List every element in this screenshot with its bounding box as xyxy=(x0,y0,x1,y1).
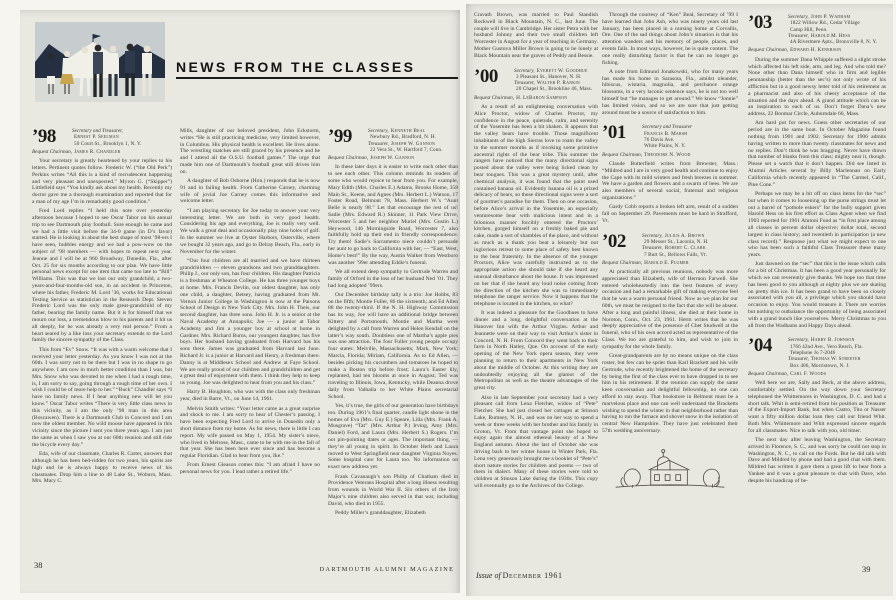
issue-footer xyxy=(476,571,563,580)
paragraph: Well here we are, Sally and Beck, at the above address, comfortably settled. On the way down your Secretary telephoned the Whittemores in Washington, D. C. and had a short talk. Whit is semi-retired from his position as Treasurer of the Export-Import Bank, but when Castro, Tito or Nasser want a fifty million dollar loan they call our friend Whit. Both Mrs. Whittemore and Whit expressed sincere regards for all classmates. Nice to talk with you, old timer. xyxy=(748,380,886,434)
paragraph: Gardy Cobb reports a broken left arm, result of a sudden fall on September 29. Pavements must be hard in Strafford, Vt. xyxy=(602,204,738,224)
section-title: NEWS FROM THE CLASSES xyxy=(176,59,416,75)
right-page xyxy=(466,4,893,596)
column-6 xyxy=(748,14,886,566)
officer-line: Secretary, Everett W. Goodhue xyxy=(514,67,588,74)
officer-line: Treasurer, Thomas W. Streeter xyxy=(788,356,861,363)
class-year-02: ’02 xyxy=(602,230,626,252)
class-03-header xyxy=(748,14,886,54)
paragraph: In these later days it is easier to write each other than to see each other. This column reminds its readers of some who would rejoice to hear from you. For example, Mary Edith (Mrs. Charles E.) Adams, Brooks Home, 358 Main St., Keene, and Agnes (Mrs. Herbert L.) Watson, 17 Foster Road, Belmont 78, Mass. Herbert W.’s “Aunt Belle is nearly 98.” Let that encourage the rest of us! Sadie (Mrs. Edward R.) Skinner, 11 Park View Drive, Worcester 5 and her neighbor Muriel (Mrs. Gustin L.) Heywood, 146 Morningside Road, Worcester 7, also faithfully hold up their end in friendly correspondence. Try them! Sadie’s Sacramento niece couldn’t persuade her aunt to go back to California with her, — “East, West, Home’s best!” By the way, Austin Walker from Westboro was another ’99er attending Eddie’s funeral. xyxy=(328,164,458,266)
officer-line: Newbury Rd., Bradford, N. H. xyxy=(370,134,437,141)
paragraph: “Our four children are all married and we have thirteen grandchildren — eleven grandsons and two granddaughters. Philip J., our only son, has four children. His daughter Patricia is a freshman at Wheaton College. He has three younger boys at home. Mrs. Francis Devlin, our oldest daughter, has only one child, a daughter, Betsey, having graduated from Mt. Vernon Junior College in Washington is now at the Parsons School of Design in New York City. Mrs. John H. Theis, our second daughter, has three sons. John H. Jr. is a senior at the Naval Academy at Annapolis; Joe — a junior at Tabor Academy and Jim a younger boy at school at home in Gardner. Mrs. Richard Burns, our youngest daughter, has five boys. Her husband having graduated from Harvard has his sons there. James was graduated from Harvard last June. Richard Jr. is a junior at Harvard and Henry, a freshman there. Danny is at Middlesex School and Andrew at Faye School. We are really proud of our children and grandchildren and get a great deal of enjoyment with them. I think they help to keep us young. Joe was delighted to hear from you and his class.” xyxy=(180,257,320,387)
officer-line: 3 Pleasant St., Hanover, N. H. xyxy=(516,73,582,80)
column-1 xyxy=(32,128,172,556)
officer-line: 29 Messer St., Laconia, N. H. xyxy=(644,238,709,245)
officer-line: Secretary and Treasurer xyxy=(642,124,693,131)
bequest-chairman-line: Bequest Chairman, Carl F. Woods xyxy=(748,370,827,377)
paragraph: This from “Ev” Snow. “It was with a warm welcome that I received your letter yesterday. As you know I was not at the 60th. I was sorry not to be there but I was in no shape to go anywhere. I am now in much better condition than I was, but Mrs. Snow who was devoted to me when I had a rough time, is, I am sorry to say, going through a rough time of her own. I wish I could be of more help to her.” “Buck” Chandler says “I have no family news. If I hear anything new will let you know.” Oscar Tabor writes “There is very little class news in this vicinity, as I am the only ’98 man in this area (Boscawen). There is a Dartmouth Club in Concord and I am now the oldest member. No wild moose have appeared in this vicinity since the picture I sent you three years ago. I am just the same as when I saw you at our 60th reunion and still ride the bicycle every day.” xyxy=(32,346,172,448)
officer-line: Secretary, Harry B. Johnson xyxy=(788,337,855,344)
page-number-right: 39 xyxy=(862,564,871,574)
paragraph: At practically all previous reunions, nobody was more appreciated than Elizabeth, wife of Hermon Farwell. She entered wholeheartedly into the best features of every occasion and had a remarkable gift of making everyone feel that he was a warm personal friend. Now as we plan for our 60th, we must be resigned to the fact that she will be absent. After a long and painful illness, she died at their home in Noroton, Conn., Oct. 23, 1961. Herm writes that he was deeply appreciative of the presence of Chet Studwell at the funeral, who of his own accord acted as representative of the Class. We too are grateful to him, and wish to join in sympathy for the whole family. xyxy=(602,269,738,350)
class-year-01: ’01 xyxy=(602,122,626,144)
officer-line: 76 Davis Ave. xyxy=(644,137,675,144)
officer-line: 1766 42nd Ave., Vero Beach, Fla. xyxy=(790,343,863,350)
column-4 xyxy=(474,12,598,564)
class-03-officers xyxy=(788,14,886,45)
bequest-chairman-line: Bequest Chairman, H. LeBaron Sampson xyxy=(474,94,568,101)
house-sketch-illustration xyxy=(611,439,729,493)
paragraph: Also in late September your secretary had a very pleasant call from Lena Fletcher, widow of “Pete” Fletcher. She had just closed her cottages at Stinson Lake, Rumney, N. H., and was on her way to spend a week or three weeks with her brother and his family in Groton, Vt. From that vantage point she hoped to enjoy again the almost ethereal beauty of a New England autumn. About the last of October she was driving back to her winter house in Winter Park, Fla. Lena very generously brought me a booklet of “Pete’s” short nature stories for children and poems — two of them in dialect. Many of these stories were told to children at Stinson Lake during the 1930s. This copy will eventually go to the Archives of the College. xyxy=(474,394,598,489)
officer-line: Telephone Jo 7-2046 xyxy=(790,349,836,356)
paragraph: Your secretary is greatly heartened by your replies to his letters. Pertinent quotes follow. Frederic W. (“the Old Perk”) Perkins writes “All this is a kind of recrudescent happening and very pleasant and unexpected.” Myron G. (“Skipper”) Littlefield says “You kindly ask about my health. Recently my doctor gave me a thorough examination and reported that for a man of my age I’m in remarkably good condition.” xyxy=(32,158,172,205)
class-02-header xyxy=(602,230,738,266)
paragraph: Perhaps we may be a bit off on class items for the “sec” but when it comes to loosening up the purse strings must let out a barrel of “pothole eskers” for the bully support given Harold Hess on his first effort as Class Agent when we find 1903 reported for 1961 Alumni Fund as “in first place among all classes in percent dollar objective; dollar total, second largest in class history; and twentieth in participation (a new class record).” Response just what we might expect to one who has been such a faithful Class Treasurer these many years. xyxy=(748,190,886,259)
class-year-04: ’04 xyxy=(748,335,772,357)
officer-line: Secretary, Julius A. Brown xyxy=(642,232,705,239)
paragraph: Our December birthday tally is a trio: Joe Hobbs, 83 on the fifth; Montie Fuller, 86 the sixteenth; and Ed Allen 88 the twenty-third. If the N. H. Highway Commission has its way, Joe will have an additional bridge between Kittery and Portsmouth. Montie and Martha were delighted by a call from Warren and Helen Kendall on the latter’s way south. Doubtless one of Martha’s apple pies was one attraction. The four Fuller young people occupy four states: Melville, Massachusetts; Mark, New York; Marcia, Florida; Miriam, California. As to Ed Allen, — besides picking his cucumbers and tomatoes he hoped to make a Boston trip before frost; Laura’s Easter lily, replanted, had ten blooms at once in August; Ted was traveling to Illinois, Iowa, Kentucky, while Deanna drove daily from Valhalla to her White Plains secretarial School. xyxy=(328,291,458,400)
column-2 xyxy=(180,128,320,556)
officer-line: 50 Court St., Brooklyn 1, N. Y. xyxy=(74,140,142,147)
class-02-officers xyxy=(642,233,738,258)
officer-line: 4A Rivermere Apts., Bronxville 8, N. Y. xyxy=(790,39,878,46)
paragraph: Frank Cavanaugh’s son Philip of Chatham died in Providence Veterans Hospital after a long illness resulting from wounds in World War II. Six others of the Iron Major’s nine children also served in that war, including David, who died in 1955. xyxy=(328,473,458,507)
paragraph: During the summer Dana Whipple suffered a slight stroke which affected his left side, arm, and leg. And who told me? None other than Dana himself who in firm and legible penmanship (better than the sec’s) not only wrote of his affliction but in a good newsy letter told of his retirement as a pharmacist and also of his cheery acceptance of the situation and the days ahead. A grand attitude which can be an inspiration to each of us. Don’t forget Dana’s new address, 22 Bonmar Circle, Auburndale 66, Mass. xyxy=(748,56,886,118)
column-5 xyxy=(602,12,738,568)
paragraph: The next day after leaving Washington, the Secretary arrived in Florence, S. C., and was sorry he could not stop in Washington, N. C., to call on the Fords. But he did talk with Dave and Mildred by phone and had a good chat with them. Mildred has written it gave them a great lift to hear from a Yankee and it was a great pleasure to chat with Dave, who despite his handicap of be- xyxy=(748,437,886,484)
paragraph: From Ernest Gleason comes this: “I am afraid I have no personal news for you. I lead rather a retired life.” xyxy=(180,462,320,476)
officer-line: Francis B. Marsh xyxy=(644,130,688,137)
officer-line: White Plains, N. Y. xyxy=(644,143,686,150)
class-year-00: ’00 xyxy=(474,65,498,87)
paragraph: Cravath Brown, was married to Paul Standish Rockwell in Black Mountain, N. C., last June. The couple will live in Cambridge. Her sister Petra with her husband Johnny and their two small children left Worcester in August for a year of teaching in Germany. Mother Gustova Miller Brown is going to be lonely at Black Mountain near the graves of Peddy and Bessie. xyxy=(474,12,598,59)
paragraph: Peddy Miller’s granddaughter, Elizabeth xyxy=(335,510,426,517)
paragraph: Just dawned on the “sec” that this is the issue which calls for a bit of Christmas. It has been a good year personally for which we can reverently give thanks. We hope too that time has been good to you although at eighty plus we are skating on pretty thin ice. It has been grand to have been so closely associated with you all, a privilege which you should have occasion to enjoy. You would treasure it. There are worries but nothing to outbalance the opportunity of being associated with a grand bunch like yourselves. Merry Christmas to you all from the Wadhams and Happy Days ahead. xyxy=(748,261,886,329)
class-98-officers xyxy=(72,128,172,147)
officer-line: Treasurer, Joseph W. Gannon xyxy=(368,140,436,147)
title-rule xyxy=(176,77,458,79)
officer-line: Secretary, Kenneth Beal xyxy=(368,128,426,134)
paragraph: Great-grandparents are by no means unique on the class roster, but few can be sprier than Karl Brackett and his wife Gertrude, who recently brightened the home of the secretary by being the first of the class ever to have dropped in to see him in his retirement. If the reunion can supply the same keen conversation and delightful fellowship, no one can afford to stay away. That bookstore in Belmont must be a marvelous place and one can well understand the Bracketts wishing to spend the winter in that neighborhood rather than having to run the furnace and shovel snow in the isolation of central New Hampshire. They have just celebrated their 57th wedding anniversary. xyxy=(602,353,738,434)
column-3 xyxy=(328,128,458,556)
class-04-officers xyxy=(788,337,886,368)
officer-line: Secretary, John P. Wadham xyxy=(788,14,851,20)
paragraph: Fred Lord replies “I held this note over yesterday afternoon because I hoped to see Oscar Tabor on his annual trip to see Dartmouth play football. Sure enough he came and we had a little visit before the 34-0 game (in D’s favor) started. He is looking in about the best shape of most ’98-ers I have seen, bubbles energy and we had a pow-wow on the subject of ’98 members — with hopes to repeat next year. Jeanne and I will be at 960 Broadway, Dunedin, Fla., after Oct. 25 for six months according to our plan. We have little personal news except for one item that came too late to “Bill” Williams. This was that we lost our only grandchild, a two-years-and-four-months-old son, in an accident in Princeton, where his father, Frederic M. Lord ’36, works for Educational Testing Service as statistician in the Research Dept. Steven Frederic Lord was the only male great-grandchild of my father, bearing the family name. But it is for himself that we mourn our loss, a tremendous blow to his parents and it hit us all deeply, for he was already a very real person.” From a heart seared by a like loss your secretary extends to the Lord family the sincere sympathy of the Class. xyxy=(32,208,172,344)
paragraph: Through the courtesy of “Ken” Beal, Secretary of ’99 I have learned that John Ash, who was ninety years old last January, has been placed in a nursing home at Corvallis, Ore. One of the sad things about John’s situation is that his attention wanders and his memory of people, places, and events fails. In most ways, however, he is quite content. The one really disturbing factor is that he can no longer go fishing. xyxy=(602,12,738,66)
paragraph: It was indeed a pleasure for the Goodhues to have dinner and a long, delightful conversation at the Hanover Inn with the Arthur Virgins. Arthur and Jeannette were on their way to visit Arthur’s sister in Concord, N. H. From Concord they went back to their farm in North Hatley, Que. On account of the early opening of the New York opera season, they were planning to return to their apartments in New York about the middle of October. At this writing they are undoubtedly enjoying all the glamor of the Metropolitan as well as the theatre advantages of the great city. xyxy=(474,310,598,392)
paragraph: Harry B. Houghton, who was with the class only freshman year, died in Barre, Vt., on June 14, 1961. xyxy=(180,389,320,403)
bequest-chairman-line: Bequest Chairman, Harold E. Plumer xyxy=(602,259,689,266)
paragraph: A note from Edmund Jonakowski, who for many years has made his home in Sarasota, Fla., amidst oleander, hibiscus, wistaria, magnolia, and perchance orange blossoms, in a very laconic sentence says, he is not too well himself but “he manages to get around.” We know “Jonnie” has limited vision, and so we are sure that just getting around must be a source of satisfaction to him. xyxy=(602,68,738,116)
class-01-header xyxy=(602,124,738,157)
officer-line: Secretary and Treasurer, xyxy=(72,128,123,134)
bequest-chairman-line: Bequest Chairman, Edward H. Kenerson xyxy=(748,47,842,54)
magazine-name-footer: DARTMOUTH ALUMNI MAGAZINE xyxy=(319,566,455,573)
officer-line: Treasurer, Harold M. Hess xyxy=(788,32,851,39)
paragraph: A daughter of Bob Osborne (Hon.) responds that he is now 91 and in failing health. From Catherine Carney, charming wife of jovial Joe Carney comes this informative and welcome letter. xyxy=(180,178,320,205)
page-number-left: 38 xyxy=(34,560,43,570)
class-01-officers xyxy=(642,124,738,149)
class-year-98: ’98 xyxy=(32,128,56,147)
officer-line: 7 Burt St., Bellows Falls, Vt. xyxy=(644,251,708,258)
officer-line: Treasurer, Robert C. Clark xyxy=(642,245,706,252)
officer-line: Ernest P. Seelman xyxy=(74,134,119,141)
class-99-header xyxy=(328,128,458,161)
paragraph: Melvin Smith writes: “Your letter came as a great surprise and shock to me. I am sorry to hear of Chester’s passing. I have been expecting Fred Lord to arrive in Dunedin only a short distance from my home. As for news, there is little I can report. My wife passed on May 1, 1954. My sister’s niece, who lived in Melrose, Mass., came to be with me in the fall of that year. She has been here ever since and has become a regular Floridian. Glad to hear from you, Ike.” xyxy=(180,405,320,460)
reunion-illustration xyxy=(35,22,165,102)
bequest-chairman-line: Bequest Chairman, Theodore N. Wood xyxy=(602,151,691,158)
class-99-officers xyxy=(368,128,458,153)
class-year-99: ’99 xyxy=(328,128,352,147)
officer-line: Treasurer, Walter P. Rankin xyxy=(514,80,580,87)
officer-line: 22 Vera St., W. Hartford 7, Conn. xyxy=(370,146,443,153)
paragraph: We all extend deep sympathy to Gertrude Warren and family of Orford in the loss of her husband Ned ’01. They had long adopted ’99ers. xyxy=(328,268,458,289)
class-year-03: ’03 xyxy=(748,14,772,33)
class-00-officers xyxy=(514,68,598,93)
officer-line: 1822 Willow Rd., Cedar Village xyxy=(790,20,860,27)
class-98-header xyxy=(32,128,172,155)
bequest-chairman-line: Bequest Chairman, James R. Chandler xyxy=(32,148,121,155)
paragraph: Am hard put for news. Guess other secretaries of our period are in the same boat. In October Magazine found nothing from 1901 and 1902. Secretary for 1906 admits having written to more than twenty classmates for news and no replies. Don’t think he was bragging. Never have drawn that number of blanks from this class; mighty near it, though. Please set a watch that it don’t happen. Did see listed in Alumni Articles several by Billy Maclennan on Early California which recently appeared in “The Carmel, Calif., Pine Cone.” xyxy=(748,120,886,188)
issue-footer-prefix: Issue of xyxy=(476,571,501,580)
issue-footer-date: December 1961 xyxy=(502,571,563,580)
paragraph: Claude Butterfield writes from Brewster, Mass.: “Mildred and I are in very good health and continue to enjoy the Cape with its mild winters and fresh breezes in summer. We have a garden and flowers and a swarm of bees. We are also members of several social, fraternal and religious organizations.” xyxy=(602,160,738,201)
officer-line: 20 Chapel St., Brookline 46, Mass. xyxy=(516,86,593,93)
officer-line: Box 406, Morristown, N. J. xyxy=(790,362,850,369)
bequest-chairman-line: Bequest Chairman, Joseph W. Gannon xyxy=(328,155,415,162)
paragraph: Mills, daughter of our beloved president, John Eckstorm, writes “He is still practicing medicine, very limited however, in Columbus. His physical health is excellent. He lives alone. The wrestling matches are still graced by his presence and he and I attend all the O.S.U. football games.” The urge that made him one of Dartmouth’s football great still drives him on. xyxy=(180,128,320,175)
paragraph: “I am playing secretary for Joe today to answer your very interesting letter. We are both in very good health. Considering his age and everything, Joe is really very well. We walk a great deal and occasionally play nine holes of golf. In the summer we live at Oyster Harbors, Osterville, where we bought 32 years ago, and go to Delray Beach, Fla., early in November for the winter. xyxy=(180,207,320,255)
class-04-header xyxy=(748,337,886,377)
class-00-header xyxy=(474,65,598,101)
left-page xyxy=(20,10,460,593)
paragraph: Yes, it’s true, the girls of our generation have birthdays too. During 1961’s final quarter, candle light shone in the homes of Eva (Mrs. Guy E.) Speare, Lilla (Mrs. Frank A. Musgrave) “Tat” (Mrs. Arthur P.) Irving, Amy (Mrs. Daniel) Ford, and Laura (Mrs. Herbert S.) Rogers. I’m not pin-pointing dates or ages. The important thing, — they’re all young in spirit. In October Herb and Laura moved to West Springfield near daughter Virginia Noyes. Some hospital care for Laura too. No information on exact new address yet. xyxy=(328,403,458,471)
paragraph: As a result of an enlightening conversation with Alice Proctor, widow of Charles Proctor, my confidence in the peace, quietude, calm, and serenity of the Yosemite has been a bit shaken. It appears that the valley bears have trouble. Those magnificent inhabitants of the high Sierras love to roam the valley in the summer months as if invoking some primitive ancestral rights of the bear tribe. This summer the rangers have noticed that the many directional signs posted about the valley were being licked clean by bear tongues. This was a great mystery until, after chemical analysis, it was found that the paint used contained banana oil. Evidently banana oil is a prized delicacy of bears, so these directional signs were a sort of gourmet’s paradise for them. Then on one occasion, before Alice’s arrival in the Yosemite, an especially venturesome bear with malicious intent and in a felonious manner forcibly entered the Proctors’ kitchen, gorged himself on a freshly baked pie and cake, made a sort of shambles of the place, and without as much as a thank you beat a leisurely but not inglorious retreat to some place of safety best known to the bear fraternity. In the absence of the younger Proctors, Alice was carefully instructed as to the appropriate action she should take if she heard any unusual disturbance about the house. It was impressed on her that if she heard any loud noise coming from the direction of the kitchen she was to immediately telephone the ranger service. Now it happens that the telephone is located in the kitchen, so what? xyxy=(474,104,598,308)
officer-line: Camp Hill, Penn. xyxy=(790,26,828,33)
paragraph: Eda, wife of our classmate, Charles R. Carter, answers that although he has been bed-ridden for two years, his spirits are high and he is always happy to receive news of his classmates. Drop him a line to 48 Lake St., Woburn, Mass. Mrs. Mary C. xyxy=(32,451,172,485)
